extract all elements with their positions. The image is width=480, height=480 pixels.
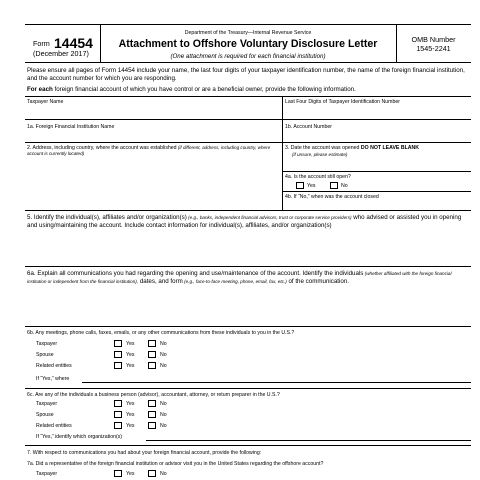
no-label: No (160, 363, 167, 369)
omb-label: OMB Number (411, 35, 456, 44)
q2-label (27, 145, 277, 158)
q6c-related-no-checkbox[interactable] (148, 422, 156, 429)
yes-label: Yes (126, 363, 135, 369)
q6b-taxpayer-no-checkbox[interactable] (148, 340, 156, 347)
q5-note: (e.g., banks, independent financial advisors, trust or corporate service providers) (186, 215, 352, 220)
q6c-row-label: Related entities (36, 423, 72, 429)
q6b-row-label: Spouse (36, 352, 54, 358)
header-top-rule (25, 24, 471, 25)
row-rule (25, 210, 471, 211)
col-divider (282, 142, 283, 210)
q5-label (27, 214, 470, 229)
q6c-spouse-no-checkbox[interactable] (148, 411, 156, 418)
q6b-related-yes-checkbox[interactable] (114, 362, 122, 369)
q3-note: (if unsure, please estimate) (292, 152, 348, 157)
form-revision: (December 2017) (33, 49, 89, 58)
q6b-where-field[interactable] (82, 382, 471, 383)
yes-label: Yes (126, 401, 135, 407)
intro-each-account (27, 86, 470, 94)
row-rule (25, 96, 471, 97)
intro-each-bold: For each (27, 86, 53, 93)
no-label: No (160, 412, 167, 418)
row-rule (25, 142, 471, 143)
q6a-note1: (whether affiliated with the foreign financial institution or independent from the financial institution), (27, 271, 452, 284)
q6c-question: 6c. Are any of the individuals a business person (advisor), accountant, attorney, or return preparer in the U.S.? (27, 392, 280, 398)
q6a-mid: dates, and form (138, 277, 183, 285)
q7a-taxpayer-yes-checkbox[interactable] (114, 470, 122, 477)
q3-bold: DO NOT LEAVE BLANK (360, 145, 419, 151)
yes-label: Yes (126, 352, 135, 358)
q6b-spouse-no-checkbox[interactable] (148, 351, 156, 358)
yes-label: Yes (126, 341, 135, 347)
q6c-related-yes-checkbox[interactable] (114, 422, 122, 429)
q6a-main: 6a. Explain all communications you had regarding the opening and use/maintenance of the account. Identify the individuals (27, 270, 364, 277)
q4a-no-checkbox[interactable] (330, 182, 338, 189)
q3-main: 3. Date the account was opened (285, 145, 361, 151)
q6a-end: of the communication. (286, 277, 349, 285)
q6c-row-label: Taxpayer (36, 401, 58, 407)
form-title: Attachment to Offshore Voluntary Disclosure Letter (118, 38, 378, 50)
q4a-label: 4a. Is the account still open? (285, 174, 351, 180)
q4a-yes-label: Yes (307, 183, 316, 189)
address-field[interactable] (25, 160, 282, 210)
q7-intro: 7. With respect to communications you had about your foreign financial account, provide the following: (27, 450, 262, 456)
taxpayer-name-label: Taxpayer Name (27, 99, 64, 105)
communications-field[interactable] (25, 288, 471, 326)
q6b-related-no-checkbox[interactable] (148, 362, 156, 369)
q5-main: 5. Identify the individual(s), affiliates and/or organization(s) (27, 214, 187, 221)
q7a-taxpayer-no-checkbox[interactable] (148, 470, 156, 477)
no-label: No (160, 423, 167, 429)
form-number: 14454 (54, 35, 93, 51)
taxpayer-name-field[interactable] (25, 106, 282, 119)
q6b-row-label: Related entities (36, 363, 72, 369)
q6c-followup-label: If “Yes,” identify which organization(s) (36, 434, 123, 440)
yes-label: Yes (126, 412, 135, 418)
q6a-label (27, 270, 470, 285)
row-rule (25, 388, 471, 389)
department-line: Department of the Treasury—Internal Revenue Service (184, 30, 312, 36)
q6c-spouse-yes-checkbox[interactable] (114, 411, 122, 418)
q6b-spouse-yes-checkbox[interactable] (114, 351, 122, 358)
form-subtitle: (One attachment is required for each financial institution) (170, 53, 326, 60)
row-rule (282, 191, 471, 192)
tin-label: Last Four Digits of Taxpayer Identification Number (285, 99, 400, 105)
intro-each-rest: foreign financial account of which you have control or are a beneficial owner, provide the following information. (52, 86, 356, 93)
q7a-question: 7a. Did a representative of the foreign financial institution or advisor visit you in the United States regarding the offshore account? (27, 461, 324, 467)
row-rule (25, 326, 471, 327)
q6b-question: 6b. Any meetings, phone calls, faxes, emails, or any other communications from these individuals to you in the U.S.? (27, 330, 295, 336)
no-label: No (160, 471, 167, 477)
yes-label: Yes (126, 423, 135, 429)
advisors-field[interactable] (25, 232, 471, 266)
tin-field[interactable] (283, 106, 471, 119)
account-number-field[interactable] (283, 131, 471, 142)
q5-rest: who advised or assisted you in opening and using/maintaining the account. Include contact information for individual(s), affiliates, and/or organization(s) (27, 214, 462, 229)
q6b-followup-label: If “Yes,” where (36, 376, 70, 382)
q7a-row-label: Taxpayer (36, 471, 58, 477)
q6a-note2: (e.g., face-to-face meeting, phone, email, fax, etc.) (182, 278, 287, 284)
no-label: No (160, 352, 167, 358)
q1b-label: 1b. Account Number (285, 124, 333, 130)
q6c-taxpayer-yes-checkbox[interactable] (114, 400, 122, 407)
institution-name-field[interactable] (25, 131, 282, 142)
q6c-taxpayer-no-checkbox[interactable] (148, 400, 156, 407)
row-rule (25, 445, 471, 446)
row-rule (25, 266, 471, 267)
yes-label: Yes (126, 471, 135, 477)
q6b-row-label: Taxpayer (36, 341, 58, 347)
header-bottom-rule (25, 62, 471, 63)
q6c-row-label: Spouse (36, 412, 54, 418)
q1a-label: 1a. Foreign Financial Institution Name (27, 124, 115, 130)
q6c-organization-field[interactable] (146, 440, 471, 441)
q4a-yes-checkbox[interactable] (296, 182, 304, 189)
date-opened-field[interactable] (283, 158, 471, 170)
q2-note: (if different, address, including country, where account is currently located) (27, 145, 271, 157)
q4a-no-label: No (341, 183, 348, 189)
date-closed-field[interactable] (283, 201, 471, 210)
q4b-label: 4b. If “No,” when was the account closed (285, 194, 379, 200)
row-rule (25, 119, 471, 120)
omb-number: 1545-2241 (416, 44, 451, 53)
q2-main: 2. Address, including country, where the account was established (27, 145, 177, 151)
row-rule (282, 171, 471, 172)
intro-instructions: Please ensure all pages of Form 14454 include your name, the last four digits of your taxpayer identification number, the name of the foreign financial institution, and the account number for which you are responding. (27, 67, 465, 82)
q3-label (285, 145, 471, 151)
no-label: No (160, 401, 167, 407)
no-label: No (160, 341, 167, 347)
form-word: Form (33, 39, 50, 48)
q6b-taxpayer-yes-checkbox[interactable] (114, 340, 122, 347)
